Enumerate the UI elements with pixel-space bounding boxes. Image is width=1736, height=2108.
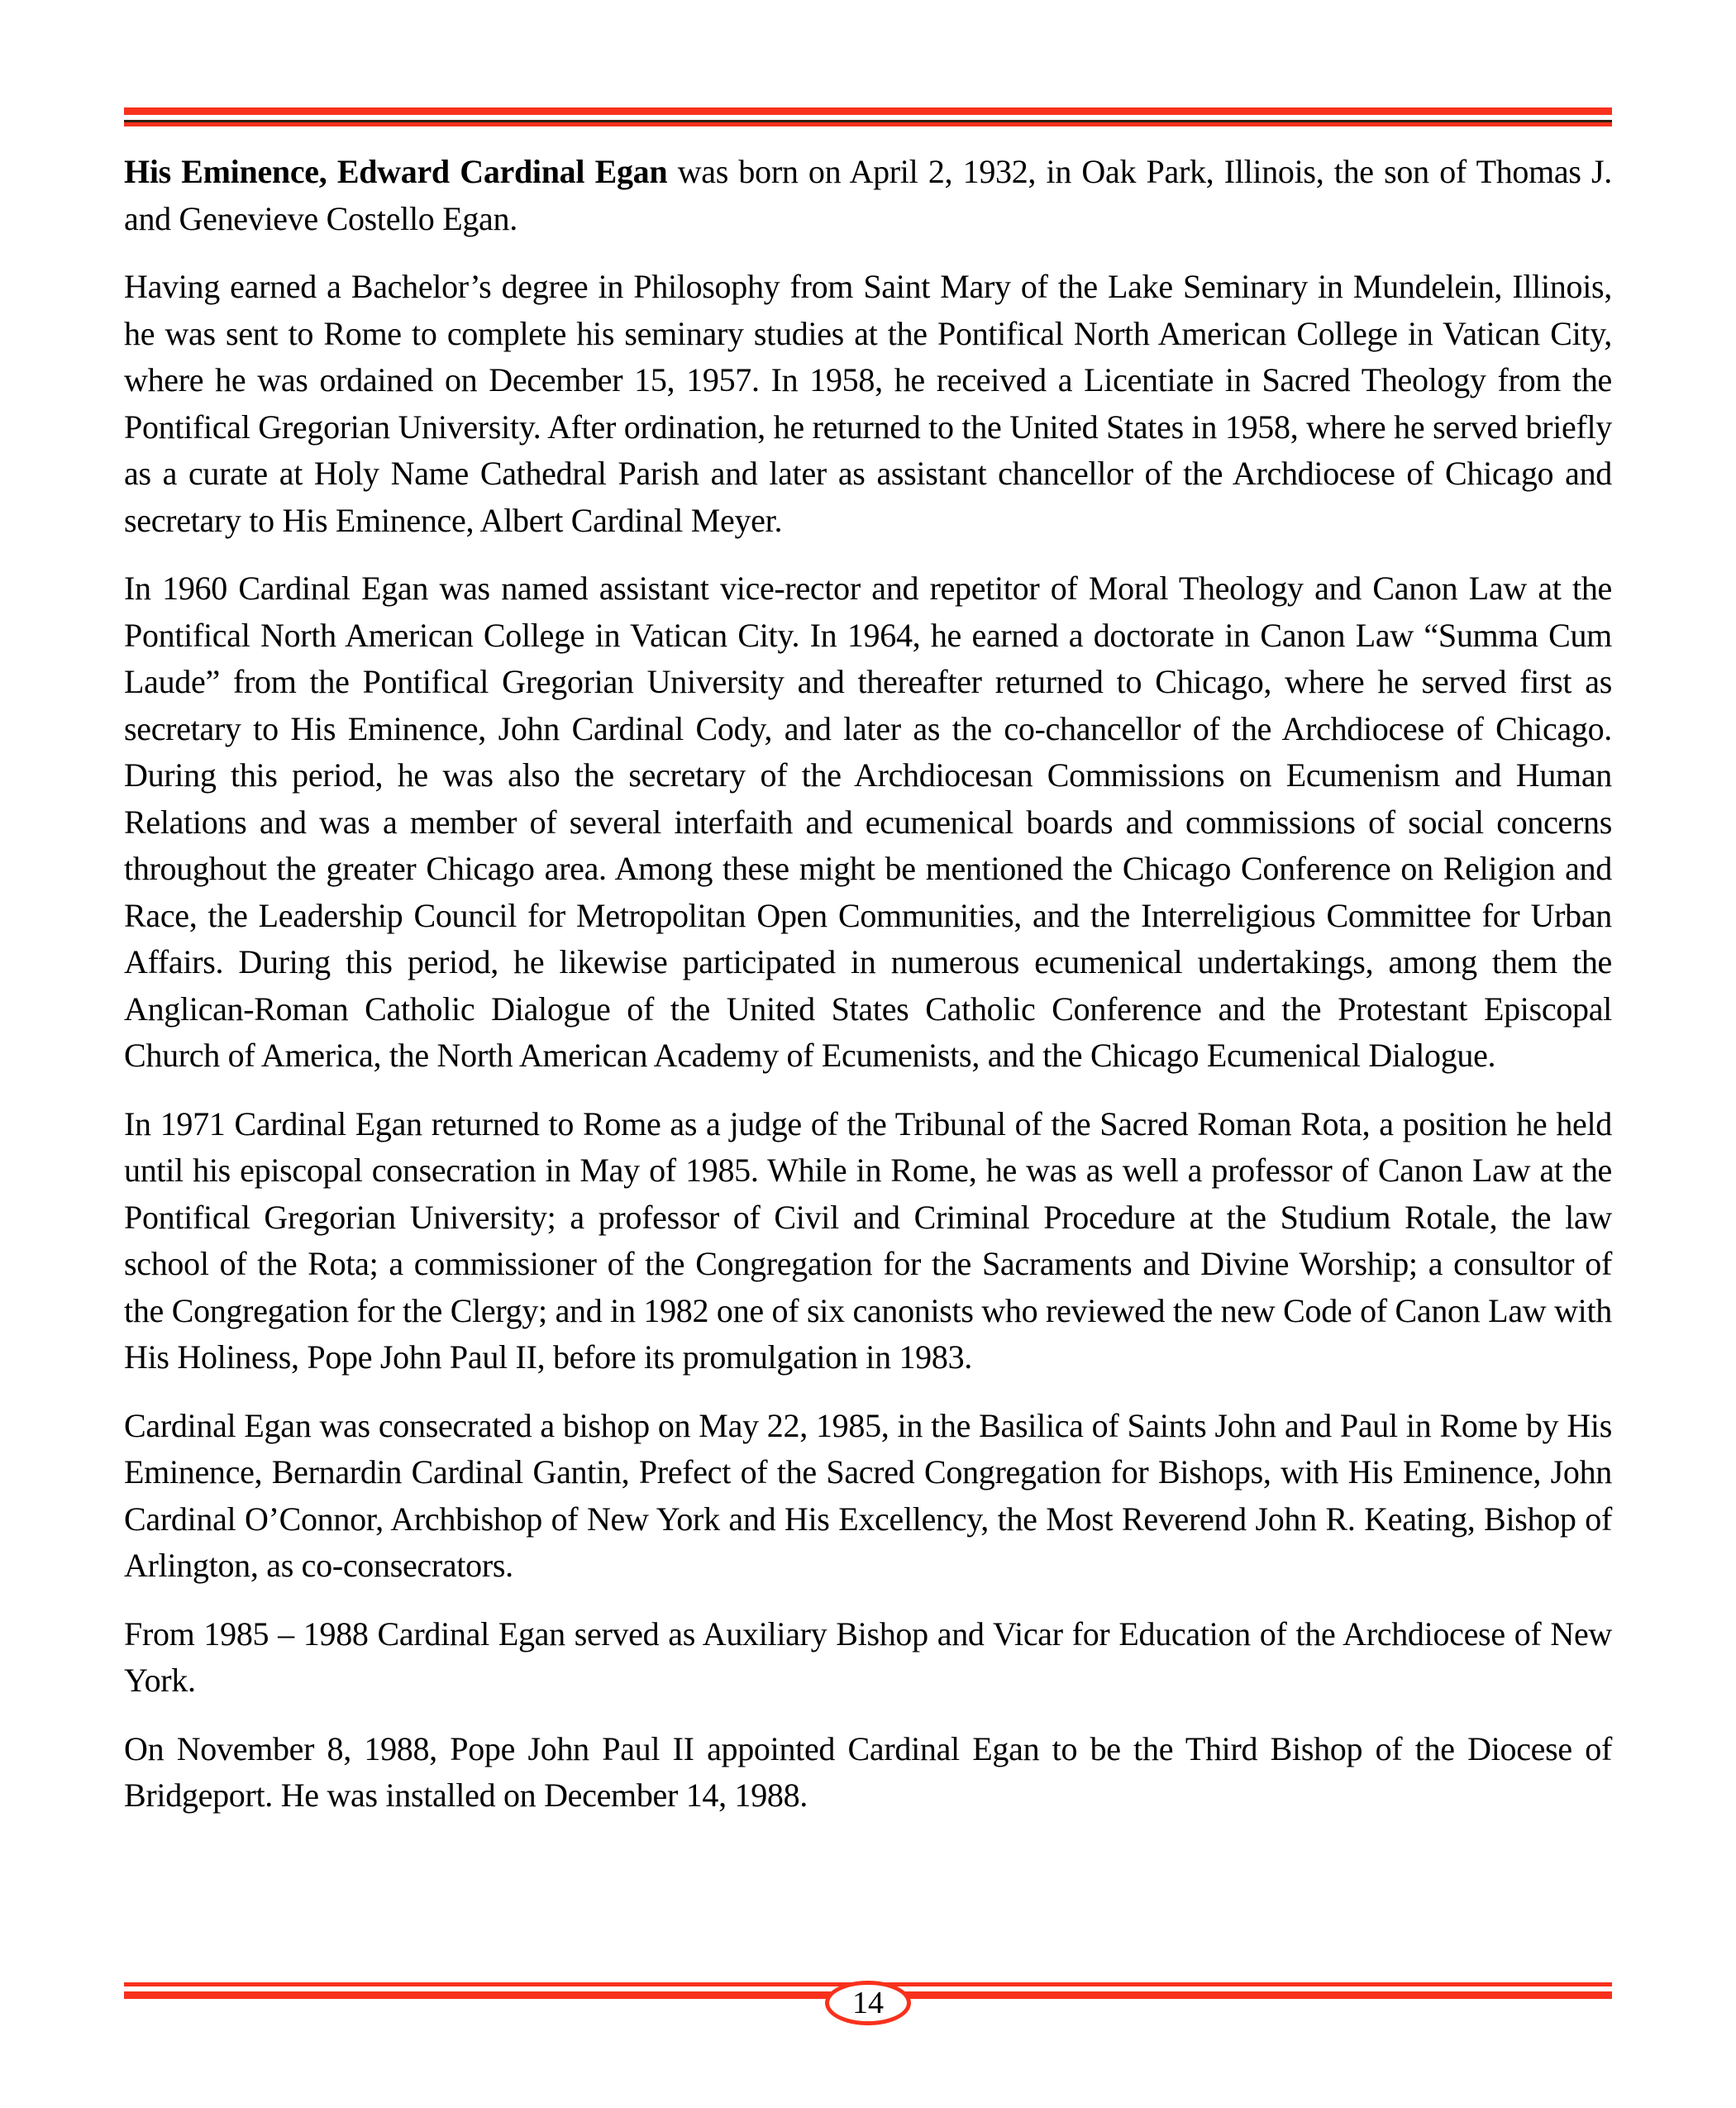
paragraph-chicago-service: In 1960 Cardinal Egan was named assistant vice-rector and repetitor of Moral Theology and Canon Law at the Pontifical North American College in Vatican City. In 1964, he earned a doctorate in Canon Law “Summa Cum Laude” from the Pontifical Gregorian University and thereafter returned to Chicago, where he served first as secretary to His Eminence, John Cardinal Cody, and later as the co-chancellor of the Archdiocese of Chicago. During this period, he was also the secretary of the Archdiocesan Commissions on Ecumenism and Human Relations and was a member of several interfaith and ecumenical boards and commissions of social concerns throughout the greater Chicago area. Among these might be mentioned the Chicago Conference on Religion and Race, the Leadership Council for Metropolitan Open Communities, and the Interreligious Committee for Urban Affairs. During this period, he likewise participated in numerous ecumenical undertakings, among them the Anglican-Roman Catholic Dialogue of the United States Catholic Conference and the Protestant Episcopal Church of America, the North American Academy of Ecumenists, and the Chicago Ecumenical Dialogue. (124, 570, 1612, 1074)
page-number: 14 (852, 1986, 884, 2020)
header-rule-thin (124, 122, 1612, 126)
paragraph-consecration: Cardinal Egan was consecrated a bishop on May 22, 1985, in the Basilica of Saints John and Paul in Rome by His Eminence, Bernardin Cardinal Gantin, Prefect of the Sacred Congregation for Bishops, with His Eminence, John Cardinal O’Connor, Archbishop of New York and His Excellency, the Most Reverend John R. Keating, Bishop of Arlington, as co-consecrators. (124, 1406, 1612, 1584)
page-body-text (124, 149, 1612, 1841)
paragraph-auxiliary-bishop: From 1985 – 1988 Cardinal Egan served as Auxiliary Bishop and Vicar for Education of the Archdiocese of New York. (124, 1614, 1612, 1699)
paragraph-education: Having earned a Bachelor’s degree in Philosophy from Saint Mary of the Lake Seminary in Mundelein, Illinois, he was sent to Rome to complete his seminary studies at the Pontifical North American College in Vatican City, where he was ordained on December 15, 1957. In 1958, he received a Licentiate in Sacred Theology from the Pontifical Gregorian University. After ordination, he returned to the United States in 1958, where he served briefly as a curate at Holy Name Cathedral Parish and later as assistant chancellor of the Archdiocese of Chicago and secretary to His Eminence, Albert Cardinal Meyer. (124, 268, 1612, 539)
header-rule-thick (124, 107, 1612, 115)
paragraph-rome-judge: In 1971 Cardinal Egan returned to Rome as a judge of the Tribunal of the Sacred Roman Rota, a position he held until his episcopal consecration in May of 1985. While in Rome, he was as well a professor of Canon Law at the Pontifical Gregorian University; a professor of Civil and Criminal Procedure at the Studium Rotale, the law school of the Rota; a commissioner of the Congregation for the Sacraments and Divine Worship; a consultor of the Congregation for the Clergy; and in 1982 one of six canonists who reviewed the new Code of Canon Law with His Holiness, Pope John Paul II, before its promulgation in 1983. (124, 1104, 1612, 1376)
paragraph-birth (124, 149, 1612, 242)
paragraph-text: was born on April 2, 1932, in Oak Park, Illinois, the son of Thomas J. and Genevieve Costello Egan. (124, 153, 1612, 237)
page-number-badge (825, 1981, 911, 2025)
paragraph-lead-bold: His Eminence, Edward Cardinal Egan (124, 153, 668, 190)
paragraph-bridgeport: On November 8, 1988, Pope John Paul II appointed Cardinal Egan to be the Third Bishop of the Diocese of Bridgeport. He was installed on December 14, 1988. (124, 1729, 1612, 1814)
